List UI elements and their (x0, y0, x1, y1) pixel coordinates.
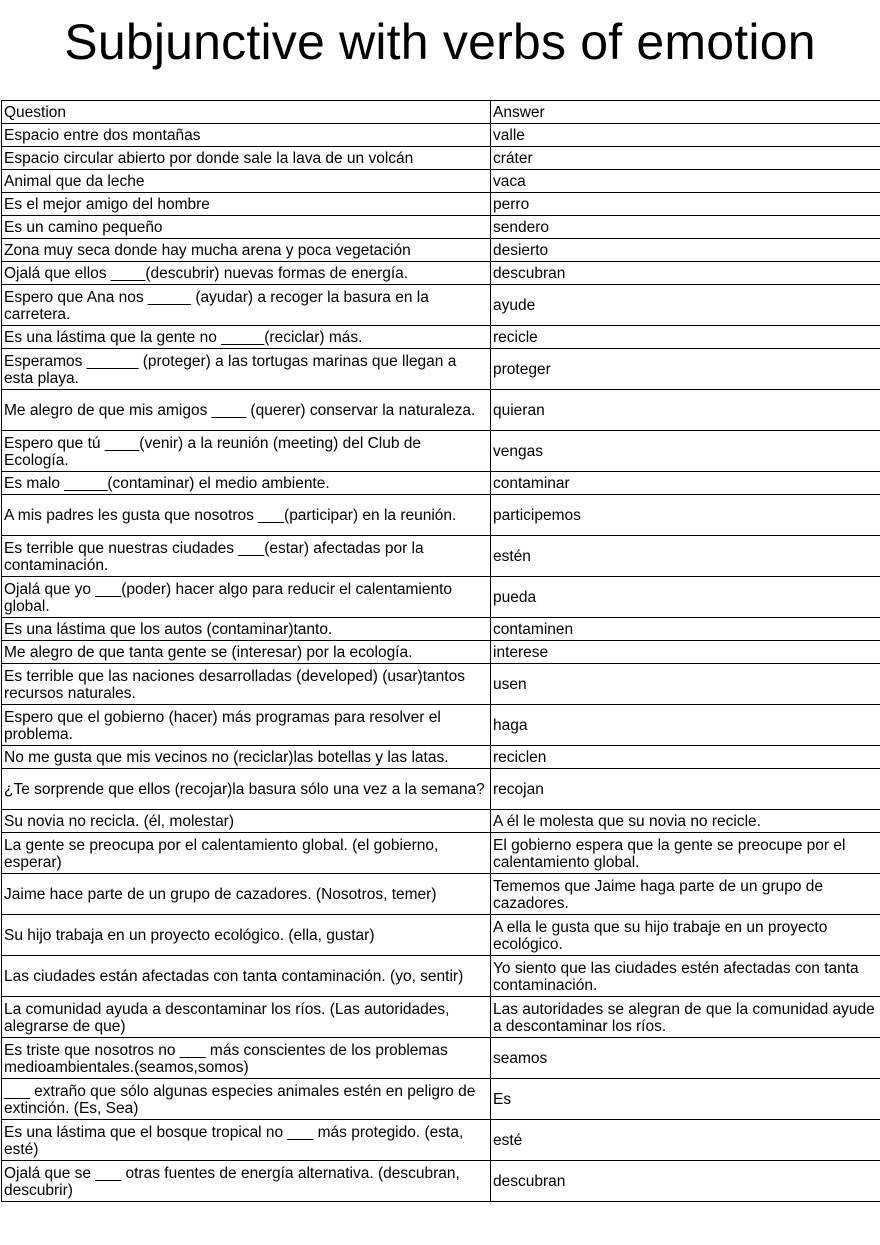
answer-cell: A él le molesta que su novia no recicle. (491, 810, 880, 833)
table-row (2, 390, 880, 431)
answer-cell: Las autoridades se alegran de que la comunidad ayude a descontaminar los ríos. (491, 997, 880, 1038)
question-cell: Ojalá que ellos ____(descubrir) nuevas formas de energía. (2, 262, 491, 285)
table-row (2, 147, 880, 170)
table-row (2, 915, 880, 956)
answer-cell: recojan (491, 769, 880, 810)
table-body (2, 101, 880, 1202)
answer-cell: pueda (491, 577, 880, 618)
answer-cell: estén (491, 536, 880, 577)
table-row (2, 1161, 880, 1202)
question-cell: A mis padres les gusta que nosotros ___(participar) en la reunión. (2, 495, 491, 536)
table-row (2, 1120, 880, 1161)
question-cell: La gente se preocupa por el calentamiento global. (el gobierno, esperar) (2, 833, 491, 874)
question-cell: Su hijo trabaja en un proyecto ecológico. (ella, gustar) (2, 915, 491, 956)
table-row (2, 431, 880, 472)
table-row (2, 577, 880, 618)
page-title: Subjunctive with verbs of emotion (64, 14, 816, 70)
table-row (2, 874, 880, 915)
table-row (2, 705, 880, 746)
table-row (2, 746, 880, 769)
table-header-row (2, 101, 880, 124)
answer-cell: perro (491, 193, 880, 216)
table-row (2, 810, 880, 833)
question-cell: Espero que el gobierno (hacer) más programas para resolver el problema. (2, 705, 491, 746)
table-row (2, 833, 880, 874)
table-row (2, 641, 880, 664)
answer-cell: Es (491, 1079, 880, 1120)
question-cell: Espacio circular abierto por donde sale la lava de un volcán (2, 147, 491, 170)
table-row (2, 1079, 880, 1120)
answer-cell: El gobierno espera que la gente se preocupe por el calentamiento global. (491, 833, 880, 874)
table-row (2, 664, 880, 705)
question-cell: Es un camino pequeño (2, 216, 491, 239)
question-cell: Zona muy seca donde hay mucha arena y poca vegetación (2, 239, 491, 262)
table-row (2, 216, 880, 239)
table-row (2, 285, 880, 326)
question-cell: ___ extraño que sólo algunas especies animales estén en peligro de extinción. (Es, Sea) (2, 1079, 491, 1120)
question-cell: Espacio entre dos montañas (2, 124, 491, 147)
question-cell: Es malo _____(contaminar) el medio ambiente. (2, 472, 491, 495)
table-row (2, 536, 880, 577)
question-cell: Jaime hace parte de un grupo de cazadores. (Nosotros, temer) (2, 874, 491, 915)
header-answer: Answer (491, 101, 880, 124)
question-cell: Es terrible que nuestras ciudades ___(estar) afectadas por la contaminación. (2, 536, 491, 577)
question-cell: Ojalá que yo ___(poder) hacer algo para reducir el calentamiento global. (2, 577, 491, 618)
question-cell: Me alegro de que tanta gente se (interesar) por la ecología. (2, 641, 491, 664)
table-row (2, 618, 880, 641)
answer-cell: contaminen (491, 618, 880, 641)
answer-cell: participemos (491, 495, 880, 536)
answer-cell: recicle (491, 326, 880, 349)
answer-cell: usen (491, 664, 880, 705)
table-row (2, 997, 880, 1038)
answer-cell: Yo siento que las ciudades estén afectadas con tanta contaminación. (491, 956, 880, 997)
table-row (2, 326, 880, 349)
table-row (2, 262, 880, 285)
answer-cell: valle (491, 124, 880, 147)
question-answer-table (1, 100, 880, 1202)
question-cell: Animal que da leche (2, 170, 491, 193)
answer-cell: interese (491, 641, 880, 664)
table-row (2, 239, 880, 262)
table-row (2, 124, 880, 147)
answer-cell: vengas (491, 431, 880, 472)
question-cell: Espero que tú ____(venir) a la reunión (meeting) del Club de Ecología. (2, 431, 491, 472)
question-cell: ¿Te sorprende que ellos (recojar)la basura sólo una vez a la semana? (2, 769, 491, 810)
answer-cell: A ella le gusta que su hijo trabaje en un proyecto ecológico. (491, 915, 880, 956)
answer-cell: seamos (491, 1038, 880, 1079)
question-cell: Ojalá que se ___ otras fuentes de energía alternativa. (descubran, descubrir) (2, 1161, 491, 1202)
table-row (2, 349, 880, 390)
answer-cell: haga (491, 705, 880, 746)
answer-cell: sendero (491, 216, 880, 239)
answer-cell: esté (491, 1120, 880, 1161)
table-row (2, 193, 880, 216)
answer-cell: desierto (491, 239, 880, 262)
answer-cell: contaminar (491, 472, 880, 495)
question-cell: Esperamos ______ (proteger) a las tortugas marinas que llegan a esta playa. (2, 349, 491, 390)
answer-cell: reciclen (491, 746, 880, 769)
answer-cell: ayude (491, 285, 880, 326)
answer-cell: cráter (491, 147, 880, 170)
question-cell: No me gusta que mis vecinos no (reciclar)las botellas y las latas. (2, 746, 491, 769)
answer-cell: vaca (491, 170, 880, 193)
question-cell: Es triste que nosotros no ___ más conscientes de los problemas medioambientales.(seamos,somos) (2, 1038, 491, 1079)
question-cell: Su novia no recicla. (él, molestar) (2, 810, 491, 833)
answer-cell: proteger (491, 349, 880, 390)
table-row (2, 956, 880, 997)
question-cell: Las ciudades están afectadas con tanta contaminación. (yo, sentir) (2, 956, 491, 997)
answer-cell: descubran (491, 1161, 880, 1202)
question-cell: Es una lástima que el bosque tropical no ___ más protegido. (esta, esté) (2, 1120, 491, 1161)
table-row (2, 769, 880, 810)
question-cell: Es el mejor amigo del hombre (2, 193, 491, 216)
question-cell: La comunidad ayuda a descontaminar los ríos. (Las autoridades, alegrarse de que) (2, 997, 491, 1038)
question-cell: Es una lástima que la gente no _____(reciclar) más. (2, 326, 491, 349)
table-row (2, 472, 880, 495)
table-row (2, 1038, 880, 1079)
question-cell: Es una lástima que los autos (contaminar)tanto. (2, 618, 491, 641)
answer-cell: Tememos que Jaime haga parte de un grupo de cazadores. (491, 874, 880, 915)
answer-cell: quieran (491, 390, 880, 431)
table-row (2, 170, 880, 193)
table-row (2, 495, 880, 536)
answer-cell: descubran (491, 262, 880, 285)
question-cell: Me alegro de que mis amigos ____ (querer) conservar la naturaleza. (2, 390, 491, 431)
question-cell: Es terrible que las naciones desarrolladas (developed) (usar)tantos recursos naturales. (2, 664, 491, 705)
header-question: Question (2, 101, 491, 124)
question-cell: Espero que Ana nos _____ (ayudar) a recoger la basura en la carretera. (2, 285, 491, 326)
